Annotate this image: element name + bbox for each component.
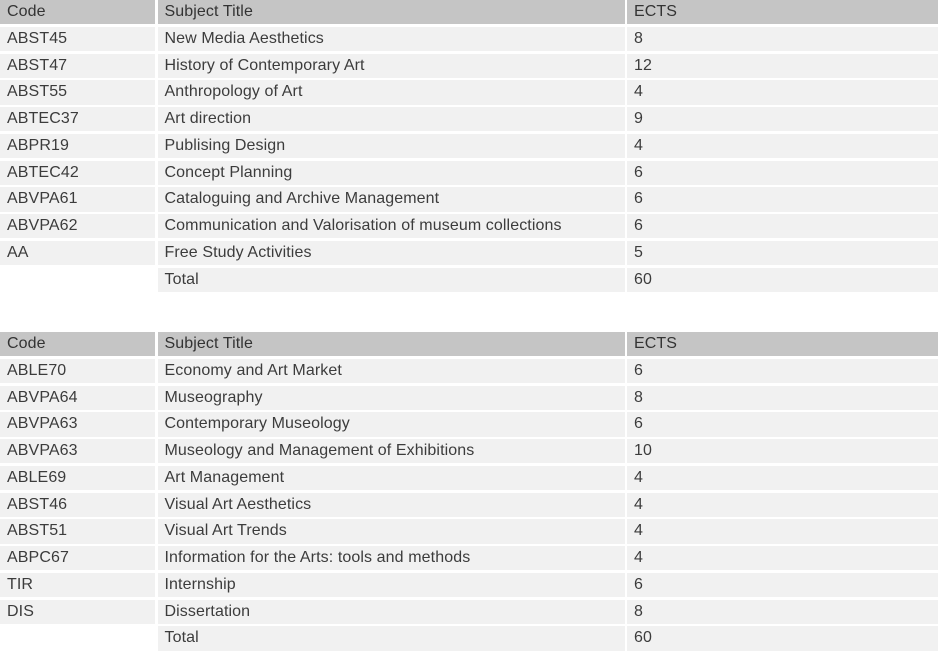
table-row (0, 573, 938, 597)
cell-subject-title: New Media Aesthetics (158, 27, 625, 51)
table-row (0, 107, 938, 131)
cell-subject-title: Contemporary Museology (158, 412, 625, 436)
table-row (0, 546, 938, 570)
cell-subject-title: Art Management (158, 466, 625, 490)
subjects-table-1 (0, 0, 938, 294)
cell-ects: 6 (627, 161, 938, 185)
table-row (0, 519, 938, 543)
cell-subject-title: Concept Planning (158, 161, 625, 185)
table-row (0, 80, 938, 104)
cell-subject-title: Publising Design (158, 134, 625, 158)
cell-code: ABST45 (0, 27, 155, 51)
total-label: Total (158, 268, 625, 292)
cell-subject-title: Visual Art Trends (158, 519, 625, 543)
table-row (0, 134, 938, 158)
cell-subject-title: Museology and Management of Exhibitions (158, 439, 625, 463)
header-code: Code (0, 0, 155, 24)
table-row (0, 600, 938, 624)
cell-ects: 10 (627, 439, 938, 463)
cell-subject-title: Communication and Valorisation of museum collections (158, 214, 625, 238)
cell-code: TIR (0, 573, 155, 597)
cell-code: ABVPA63 (0, 412, 155, 436)
cell-code: DIS (0, 600, 155, 624)
table-row (0, 161, 938, 185)
table-header-row (0, 0, 938, 24)
cell-code: ABTEC37 (0, 107, 155, 131)
cell-code: ABPR19 (0, 134, 155, 158)
table-row (0, 359, 938, 383)
cell-ects: 8 (627, 386, 938, 410)
cell-ects: 12 (627, 54, 938, 78)
total-empty-cell (0, 268, 155, 292)
table-row (0, 412, 938, 436)
cell-ects: 4 (627, 80, 938, 104)
header-ects: ECTS (627, 332, 938, 356)
cell-subject-title: Information for the Arts: tools and methods (158, 546, 625, 570)
cell-code: ABST55 (0, 80, 155, 104)
table-total-row (0, 626, 938, 650)
table-total-row (0, 268, 938, 292)
cell-subject-title: Museography (158, 386, 625, 410)
table-header-row (0, 332, 938, 356)
cell-subject-title: Cataloguing and Archive Management (158, 187, 625, 211)
cell-subject-title: Anthropology of Art (158, 80, 625, 104)
cell-code: ABST51 (0, 519, 155, 543)
cell-ects: 6 (627, 214, 938, 238)
cell-code: AA (0, 241, 155, 265)
cell-code: ABTEC42 (0, 161, 155, 185)
cell-ects: 5 (627, 241, 938, 265)
subjects-table-2 (0, 332, 938, 653)
cell-subject-title: Art direction (158, 107, 625, 131)
cell-subject-title: Dissertation (158, 600, 625, 624)
header-subject-title: Subject Title (158, 332, 625, 356)
table-row (0, 27, 938, 51)
cell-ects: 6 (627, 187, 938, 211)
cell-ects: 8 (627, 27, 938, 51)
cell-ects: 9 (627, 107, 938, 131)
header-ects: ECTS (627, 0, 938, 24)
cell-ects: 4 (627, 134, 938, 158)
total-label: Total (158, 626, 625, 650)
table-row (0, 386, 938, 410)
total-empty-cell (0, 626, 155, 650)
cell-code: ABST47 (0, 54, 155, 78)
cell-code: ABVPA61 (0, 187, 155, 211)
table-row (0, 241, 938, 265)
cell-code: ABST46 (0, 493, 155, 517)
cell-ects: 6 (627, 412, 938, 436)
cell-ects: 4 (627, 466, 938, 490)
cell-code: ABLE69 (0, 466, 155, 490)
cell-ects: 6 (627, 573, 938, 597)
table-row (0, 54, 938, 78)
cell-code: ABVPA64 (0, 386, 155, 410)
table-row (0, 439, 938, 463)
cell-ects: 4 (627, 546, 938, 570)
cell-ects: 4 (627, 493, 938, 517)
total-ects: 60 (627, 268, 938, 292)
cell-code: ABPC67 (0, 546, 155, 570)
table-row (0, 493, 938, 517)
header-code: Code (0, 332, 155, 356)
cell-subject-title: Visual Art Aesthetics (158, 493, 625, 517)
cell-ects: 8 (627, 600, 938, 624)
cell-ects: 6 (627, 359, 938, 383)
table-row (0, 214, 938, 238)
cell-code: ABLE70 (0, 359, 155, 383)
cell-code: ABVPA62 (0, 214, 155, 238)
cell-ects: 4 (627, 519, 938, 543)
cell-subject-title: Internship (158, 573, 625, 597)
cell-subject-title: Free Study Activities (158, 241, 625, 265)
total-ects: 60 (627, 626, 938, 650)
cell-subject-title: History of Contemporary Art (158, 54, 625, 78)
cell-code: ABVPA63 (0, 439, 155, 463)
table-row (0, 187, 938, 211)
table-row (0, 466, 938, 490)
cell-subject-title: Economy and Art Market (158, 359, 625, 383)
header-subject-title: Subject Title (158, 0, 625, 24)
